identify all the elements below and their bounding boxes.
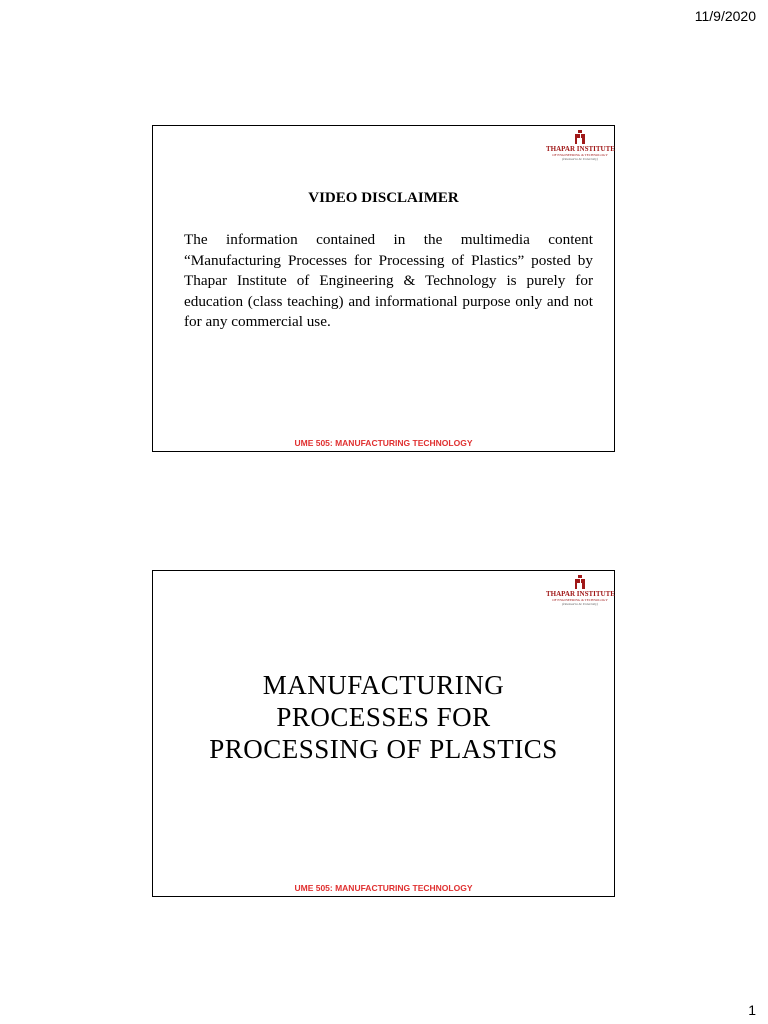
thapar-logo [546,130,614,174]
logo-tagline: (Deemed to be University) [562,602,598,606]
thapar-logo [546,575,614,619]
slide-video-disclaimer [152,125,615,452]
logo-name: THAPAR INSTITUTE [546,590,615,598]
disclaimer-heading: VIDEO DISCLAIMER [308,190,459,206]
title-line: PROCESSES FOR [276,702,491,732]
slide-main-title [153,669,614,765]
slide-footer: UME 505: MANUFACTURING TECHNOLOGY [294,883,473,893]
logo-subtitle: OF ENGINEERING & TECHNOLOGY [552,598,608,602]
page-date: 11/9/2020 [694,8,756,24]
logo-tagline: (Deemed to be University) [562,157,598,161]
logo-name: THAPAR INSTITUTE [546,145,615,153]
logo-subtitle: OF ENGINEERING & TECHNOLOGY [552,153,608,157]
page-number: 1 [748,1002,756,1018]
slide-footer: UME 505: MANUFACTURING TECHNOLOGY [294,438,473,448]
disclaimer-body: The information contained in the multimedia content “Manufacturing Processes for Processing of Plastics” posted by Thapar Institute of Engineering & Technology is purely for education (class teaching) and informational purpose only and not for any commercial use. [184,231,593,330]
slide-title [152,570,615,897]
thapar-emblem-icon [573,575,587,590]
thapar-emblem-icon [573,130,587,145]
title-line: MANUFACTURING [262,670,505,700]
title-line: PROCESSING OF PLASTICS [209,734,558,764]
